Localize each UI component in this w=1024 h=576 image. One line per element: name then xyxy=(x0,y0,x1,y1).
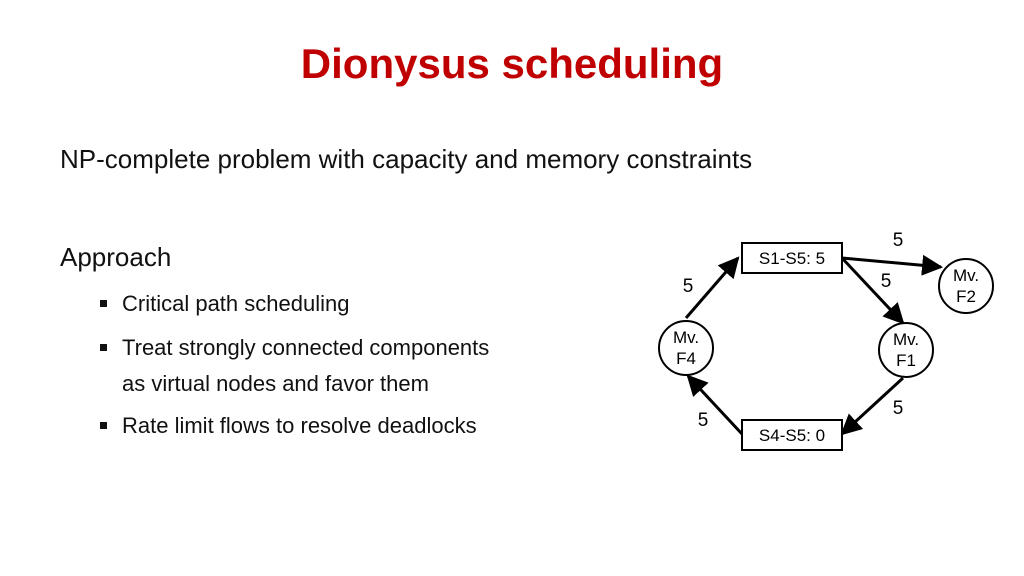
node-label-mv-f2-line2: F2 xyxy=(956,287,976,306)
bullet-text: Treat strongly connected components xyxy=(122,335,490,360)
subtitle-text: NP-complete problem with capacity and memory constraints xyxy=(60,144,753,174)
edge-label-s1s5-f2: 5 xyxy=(892,230,904,251)
bullet-square-icon xyxy=(100,300,107,307)
bullet-text: Rate limit flows to resolve deadlocks xyxy=(122,413,477,438)
edge-label-f1-s4s5: 5 xyxy=(892,398,904,419)
edge-label-s4s5-f4: 5 xyxy=(697,410,709,431)
edge-s4s5-to-f4 xyxy=(688,376,742,434)
edge-s1s5-to-f2 xyxy=(842,258,941,267)
edge-label-s1s5-f1: 5 xyxy=(880,271,892,292)
node-label-mv-f1-line2: F1 xyxy=(896,351,916,370)
node-label-s1-s5: S1-S5: 5 xyxy=(758,249,826,268)
bullet-square-icon xyxy=(100,344,107,351)
node-label-s4-s5: S4-S5: 0 xyxy=(758,426,826,445)
slide-title: Dionysus scheduling xyxy=(300,40,724,87)
bullet-square-icon xyxy=(100,422,107,429)
node-label-mv-f1-line1: Mv. xyxy=(892,330,920,349)
node-label-mv-f4-line2: F4 xyxy=(676,349,696,368)
node-label-mv-f4-line1: Mv. xyxy=(672,328,700,347)
bullet-text-continued: as virtual nodes and favor them xyxy=(122,371,429,396)
node-label-mv-f2-line1: Mv. xyxy=(952,266,980,285)
approach-heading: Approach xyxy=(60,242,172,272)
edge-f4-to-s1s5 xyxy=(686,258,738,318)
edge-s1s5-to-f1 xyxy=(842,258,903,323)
bullet-text: Critical path scheduling xyxy=(122,291,350,316)
flow-graph-diagram xyxy=(640,220,1024,460)
edge-label-f4-s1s5: 5 xyxy=(682,276,694,297)
